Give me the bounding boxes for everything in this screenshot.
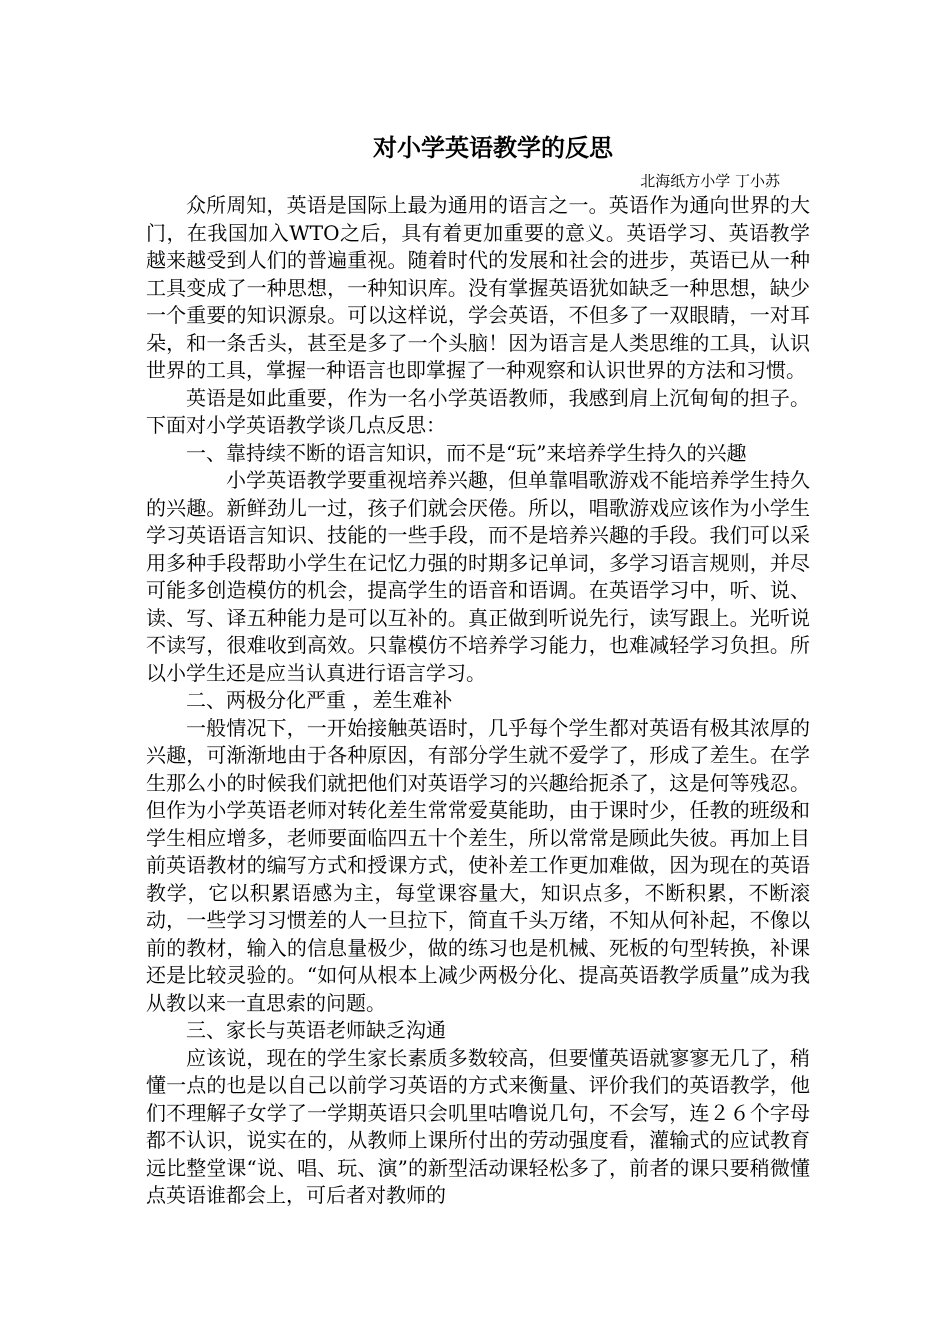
section-heading-3: 三、家长与英语老师缺乏沟通	[186, 1018, 446, 1042]
paragraph-section-3: 应该说，现在的学生家长素质多数较高，但要懂英语就寥寥无几了，稍懂一点的也是以自己以前学习英语的方式来衡量、评价我们的英语教学，他们不理解子女学了一学期英语只会叽里咕噜说几句，不会写，连２６个字母都不认识，说实在的，从教师上课所付出的劳动强度看，灌输式的应试教育远比整堂课“说、唱、玩、演”的新型活动课轻松多了，前者的课只要稍微懂点英语谁都会上，可后者对教师的	[146, 1045, 810, 1207]
paragraph-reflections-lead: 英语是如此重要，作为一名小学英语教师，我感到肩上沉甸甸的担子。下面对小学英语教学谈几点反思：	[146, 385, 810, 437]
document-title: 对小学英语教学的反思	[373, 133, 613, 162]
paragraph-section-1: 小学英语教学要重视培养兴趣，但单靠唱歌游戏不能培养学生持久的兴趣。新鲜劲儿一过，孩子们就会厌倦。所以，唱歌游戏应该作为小学生学习英语语言知识、技能的一些手段，而不是培养兴趣的手段。我们可以采用多种手段帮助小学生在记忆力强的时期多记单词，多学习语言规则，并尽可能多创造模仿的机会，提高学生的语音和语调。在英语学习中，听、说、读、写、译五种能力是可以互补的。真正做到听说先行，读写跟上。光听说不读写，很难收到高效。只靠模仿不培养学习能力，也难减轻学习负担。所以小学生还是应当认真进行语言学习。	[146, 468, 810, 685]
document-author: 北海纸方小学 丁小苏	[640, 172, 780, 190]
document-page	[146, 130, 810, 1210]
section-heading-2: 二、两极分化严重 ，差生难补	[186, 688, 453, 712]
paragraph-section-2: 一般情况下，一开始接触英语时，几乎每个学生都对英语有极其浓厚的兴趣，可渐渐地由于各种原因，有部分学生就不爱学了，形成了差生。在学生那么小的时候我们就把他们对英语学习的兴趣给扼杀了，这是何等残忍。但作为小学英语老师对转化差生常常爱莫能助，由于课时少，任教的班级和学生相应增多，老师要面临四五十个差生，所以常常是顾此失彼。再加上目前英语教材的编写方式和授课方式，使补差工作更加难做，因为现在的英语教学，它以积累语感为主，每堂课容量大，知识点多，不断积累，不断滚动，一些学习习惯差的人一旦拉下，简直千头万绪，不知从何补起，不像以前的教材，输入的信息量极少，做的练习也是机械、死板的句型转换，补课还是比较灵验的。“如何从根本上减少两极分化、提高英语教学质量”成为我从教以来一直思索的问题。	[146, 715, 810, 1015]
paragraph-intro: 众所周知，英语是国际上最为通用的语言之一。英语作为通向世界的大门，在我国加入WTO之后，具有着更加重要的意义。英语学习、英语教学越来越受到人们的普遍重视。随着时代的发展和社会的进步，英语已从一种工具变成了一种思想，一种知识库。没有掌握英语犹如缺乏一种思想，缺少一个重要的知识源泉。可以这样说，学会英语，不但多了一双眼睛，一对耳朵，和一条舌头，甚至是多了一个头脑！因为语言是人类思维的工具，认识世界的工具，掌握一种语言也即掌握了一种观察和认识世界的方法和习惯。	[146, 193, 810, 382]
section-heading-1: 一、靠持续不断的语言知识，而不是“玩”来培养学生持久的兴趣	[186, 440, 747, 465]
